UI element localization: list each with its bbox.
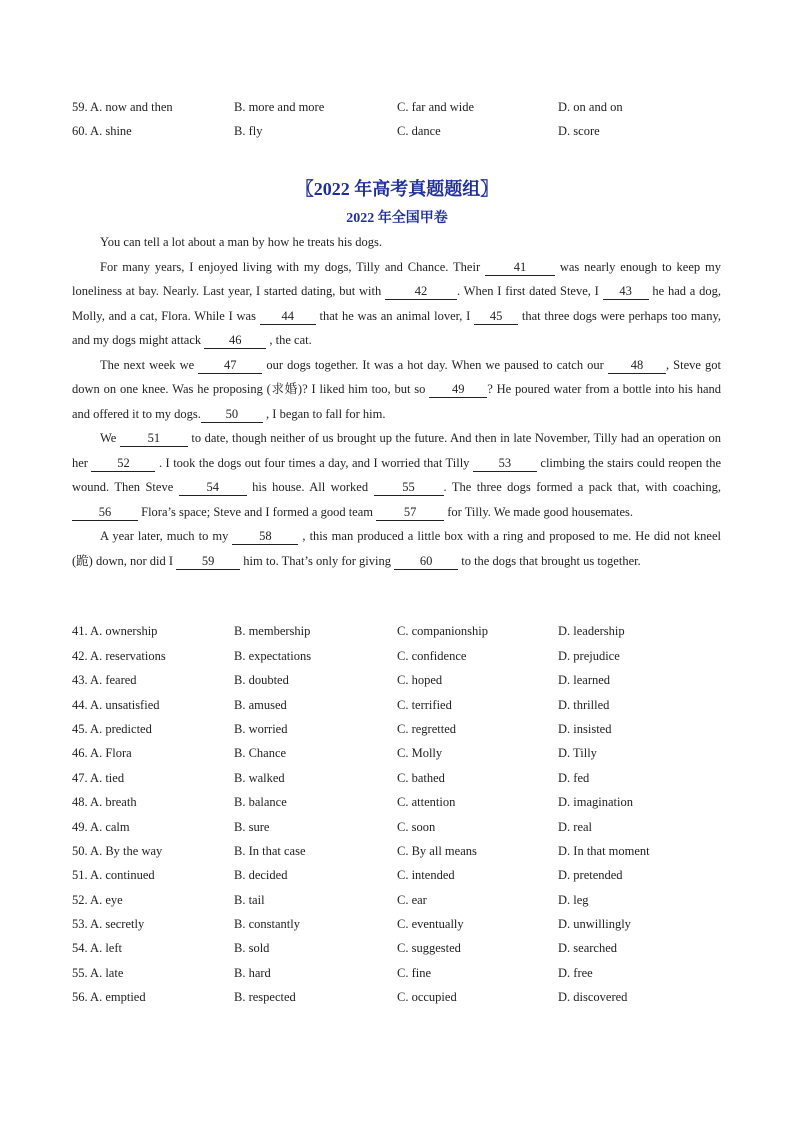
text: , this man produced a little box with a ring and proposed to me. He did not kneel (跪) down, nor did I [72, 529, 721, 568]
option-d: D. on and on [558, 100, 623, 114]
blank-48: 48 [608, 357, 666, 374]
option-c: C. eventually [397, 917, 464, 931]
section-subtitle: 2022 年全国甲卷 [346, 211, 448, 226]
question-row [72, 100, 732, 122]
question-row [72, 746, 732, 768]
option-d: D. learned [558, 673, 611, 687]
option-a: 52. A. eye [72, 893, 123, 907]
text: A year later, much to my [100, 529, 233, 543]
option-c: C. bathed [397, 771, 445, 785]
option-c: C. By all means [397, 844, 477, 858]
question-row [72, 990, 732, 1012]
option-c: C. ear [397, 893, 427, 907]
option-b: B. fly [234, 124, 263, 138]
text: You can tell a lot about a man by how he treats his dogs. [100, 235, 383, 249]
text: We [100, 431, 120, 445]
option-a: 56. A. emptied [72, 990, 146, 1004]
option-c: C. companionship [397, 624, 488, 638]
option-c: C. regretted [397, 722, 457, 736]
question-row [72, 124, 732, 146]
option-a: 42. A. reservations [72, 649, 166, 663]
text: that three dogs were perhaps too many, and my dogs might attack [72, 308, 722, 347]
blank-50: 50 [201, 406, 263, 423]
question-row [72, 771, 732, 793]
question-row [72, 673, 732, 695]
option-a: 48. A. breath [72, 795, 137, 809]
text: . I took the dogs out four times a day, and I worried that Tilly [155, 455, 473, 470]
blank-59: 59 [176, 553, 240, 570]
option-a: 44. A. unsatisfied [72, 698, 160, 712]
question-row [72, 966, 732, 988]
text: For many years, I enjoyed living with my dogs, Tilly and Chance. Their [100, 259, 485, 274]
text: to date, though neither of us brought up the future. And then in late November, Tilly had an operation on her [72, 431, 721, 470]
option-c: C. fine [397, 966, 432, 980]
paragraph [72, 426, 721, 524]
option-a: 46. A. Flora [72, 746, 132, 760]
text: to the dogs that brought us together. [458, 553, 641, 568]
option-a: 45. A. predicted [72, 722, 152, 736]
blank-52: 52 [91, 455, 155, 472]
blank-46: 46 [204, 332, 266, 349]
option-a: 60. A. shine [72, 124, 132, 138]
option-b: B. Chance [234, 746, 287, 760]
question-row [72, 893, 732, 915]
option-a: 54. A. left [72, 941, 122, 955]
option-b: B. respected [234, 990, 296, 1004]
option-d: D. prejudice [558, 649, 620, 663]
option-c: C. Molly [397, 746, 443, 760]
blank-58: 58 [232, 528, 298, 545]
option-a: 47. A. tied [72, 771, 125, 785]
option-d: D. In that moment [558, 844, 650, 858]
paragraph [72, 353, 721, 427]
blank-42: 42 [385, 283, 457, 300]
option-d: D. insisted [558, 722, 612, 736]
paragraph [72, 524, 721, 573]
text: . The three dogs formed a pack that, with coaching, [443, 480, 721, 494]
text: climbing the stairs could reopen the wound. Then Steve [72, 455, 721, 494]
option-a: 51. A. continued [72, 868, 155, 882]
option-b: B. In that case [234, 844, 306, 858]
option-c: C. confidence [397, 649, 467, 663]
option-b: B. more and more [234, 100, 325, 114]
option-d: D. free [558, 966, 593, 980]
text: Flora’s space; Steve and I formed a good team [138, 504, 377, 519]
option-a: 53. A. secretly [72, 917, 145, 931]
blank-57: 57 [376, 504, 444, 521]
option-b: B. membership [234, 624, 311, 638]
option-d: D. score [558, 124, 600, 138]
option-c: C. intended [397, 868, 455, 882]
option-c: C. dance [397, 124, 441, 138]
option-a: 59. A. now and then [72, 100, 173, 114]
option-c: C. soon [397, 820, 436, 834]
blank-54: 54 [179, 479, 247, 496]
option-b: B. walked [234, 771, 285, 785]
option-d: D. real [558, 820, 593, 834]
option-c: C. occupied [397, 990, 457, 1004]
question-row [72, 941, 732, 963]
section-title: 〖2022 年高考真题题组〗 [295, 179, 499, 199]
blank-47: 47 [198, 357, 262, 374]
option-b: B. worried [234, 722, 288, 736]
option-d: D. thrilled [558, 698, 610, 712]
text: our dogs together. It was a hot day. When we paused to catch our [262, 357, 608, 372]
blank-44: 44 [260, 308, 316, 325]
option-c: C. far and wide [397, 100, 475, 114]
blank-41: 41 [485, 259, 555, 276]
text: his house. All worked [246, 480, 374, 494]
option-b: B. sure [234, 820, 270, 834]
option-c: C. suggested [397, 941, 461, 955]
text: ? He poured water from a bottle into his hand and offered it to my dogs. [72, 382, 721, 421]
question-row [72, 698, 732, 720]
option-b: B. decided [234, 868, 288, 882]
option-a: 49. A. calm [72, 820, 130, 834]
blank-53: 53 [473, 455, 537, 472]
text: The next week we [100, 357, 199, 372]
paragraph [72, 230, 721, 255]
question-row [72, 624, 732, 646]
option-b: B. constantly [234, 917, 300, 931]
question-row [72, 795, 732, 817]
question-row [72, 868, 732, 890]
blank-49: 49 [429, 381, 487, 398]
option-b: B. expectations [234, 649, 312, 663]
blank-55: 55 [374, 479, 444, 496]
option-a: 41. A. ownership [72, 624, 158, 638]
question-row [72, 649, 732, 671]
blank-51: 51 [120, 430, 188, 447]
option-b: B. balance [234, 795, 287, 809]
option-a: 43. A. feared [72, 673, 137, 687]
text: that he was an animal lover, I [315, 308, 475, 323]
blank-60: 60 [394, 553, 458, 570]
option-b: B. doubted [234, 673, 289, 687]
option-d: D. pretended [558, 868, 623, 882]
question-row [72, 722, 732, 744]
text: . When I first dated Steve, I [456, 284, 603, 298]
text: , the cat. [266, 333, 312, 347]
option-d: D. imagination [558, 795, 633, 809]
option-d: D. leg [558, 893, 589, 907]
option-d: D. leadership [558, 624, 625, 638]
blank-56: 56 [72, 504, 138, 521]
option-d: D. fed [558, 771, 590, 785]
option-b: B. amused [234, 698, 287, 712]
text: was nearly enough to keep my loneliness at bay. Nearly. Last year, I started dating, but with [72, 259, 721, 298]
paragraph [72, 255, 721, 353]
option-b: B. tail [234, 893, 265, 907]
text: , Steve got down on one knee. Was he proposing (求婚)? I liked him too, but so [72, 357, 721, 396]
option-c: C. attention [397, 795, 456, 809]
option-d: D. discovered [558, 990, 628, 1004]
text: him to. That’s only for giving [240, 553, 395, 568]
option-d: D. Tilly [558, 746, 597, 760]
text: he had a dog, Molly, and a cat, Flora. While I was [72, 284, 721, 323]
question-row [72, 844, 732, 866]
text: , I began to fall for him. [262, 406, 386, 421]
cloze-passage [72, 230, 721, 573]
option-c: C. terrified [397, 698, 452, 712]
text: for Tilly. We made good housemates. [444, 504, 634, 519]
blank-45: 45 [474, 308, 518, 325]
option-b: B. hard [234, 966, 271, 980]
question-row [72, 820, 732, 842]
option-a: 50. A. By the way [72, 844, 163, 858]
question-row [72, 917, 732, 939]
blank-43: 43 [603, 283, 649, 300]
option-d: D. searched [558, 941, 617, 955]
option-a: 55. A. late [72, 966, 124, 980]
option-d: D. unwillingly [558, 917, 631, 931]
option-c: C. hoped [397, 673, 443, 687]
option-b: B. sold [234, 941, 270, 955]
